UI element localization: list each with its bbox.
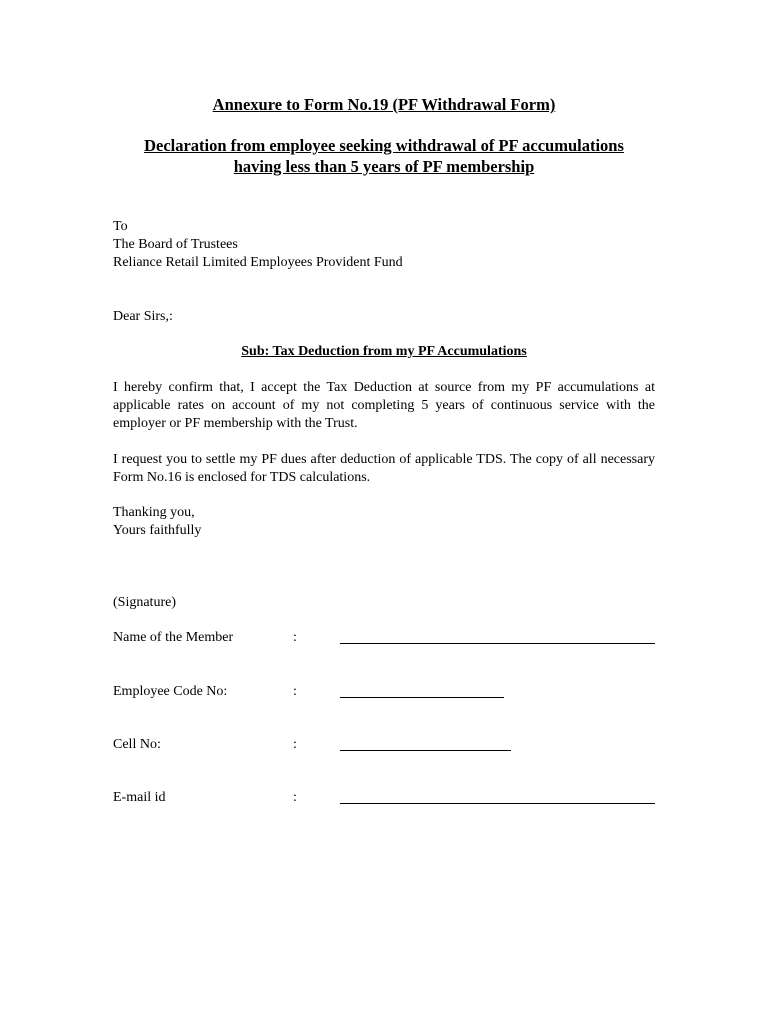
- employee-code-colon: :: [293, 684, 297, 699]
- closing-signoff: Yours faithfully: [113, 523, 202, 538]
- employee-code-row: [113, 683, 673, 703]
- body-paragraph-1: I hereby confirm that, I accept the Tax Deduction at source from my PF accumulations at applicable rates on account of my not completing 5 years of continuous service with the employer or PF membership with the Trust.: [113, 380, 655, 431]
- salutation: Dear Sirs,:: [113, 309, 173, 324]
- member-name-blank[interactable]: [340, 643, 655, 644]
- employee-code-label: Employee Code No:: [113, 684, 228, 699]
- form-title: Annexure to Form No.19 (PF Withdrawal Form): [212, 95, 556, 114]
- address-line-1: The Board of Trustees: [113, 237, 238, 252]
- email-row: [113, 789, 673, 809]
- signature-label: (Signature): [113, 595, 176, 610]
- member-name-label: Name of the Member: [113, 630, 234, 645]
- cell-number-colon: :: [293, 737, 297, 752]
- member-name-colon: :: [293, 630, 297, 645]
- declaration-heading-line-2: having less than 5 years of PF membership: [233, 157, 535, 176]
- email-blank[interactable]: [340, 803, 655, 804]
- declaration-heading: [0, 135, 768, 177]
- email-label: E-mail id: [113, 790, 166, 805]
- address-to: To: [113, 219, 128, 234]
- employee-code-blank[interactable]: [340, 697, 504, 698]
- cell-number-row: [113, 736, 673, 756]
- cell-number-blank[interactable]: [340, 750, 511, 751]
- subject-line: Sub: Tax Deduction from my PF Accumulations: [241, 344, 527, 359]
- closing-thanks: Thanking you,: [113, 505, 195, 520]
- declaration-heading-line-1: Declaration from employee seeking withdrawal of PF accumulations: [144, 136, 624, 155]
- body-paragraph-2: I request you to settle my PF dues after deduction of applicable TDS. The copy of all necessary Form No.16 is enclosed for TDS calculations.: [113, 452, 655, 485]
- address-line-2: Reliance Retail Limited Employees Provident Fund: [113, 255, 403, 270]
- cell-number-label: Cell No:: [113, 737, 161, 752]
- email-colon: :: [293, 790, 297, 805]
- member-name-row: [113, 629, 673, 649]
